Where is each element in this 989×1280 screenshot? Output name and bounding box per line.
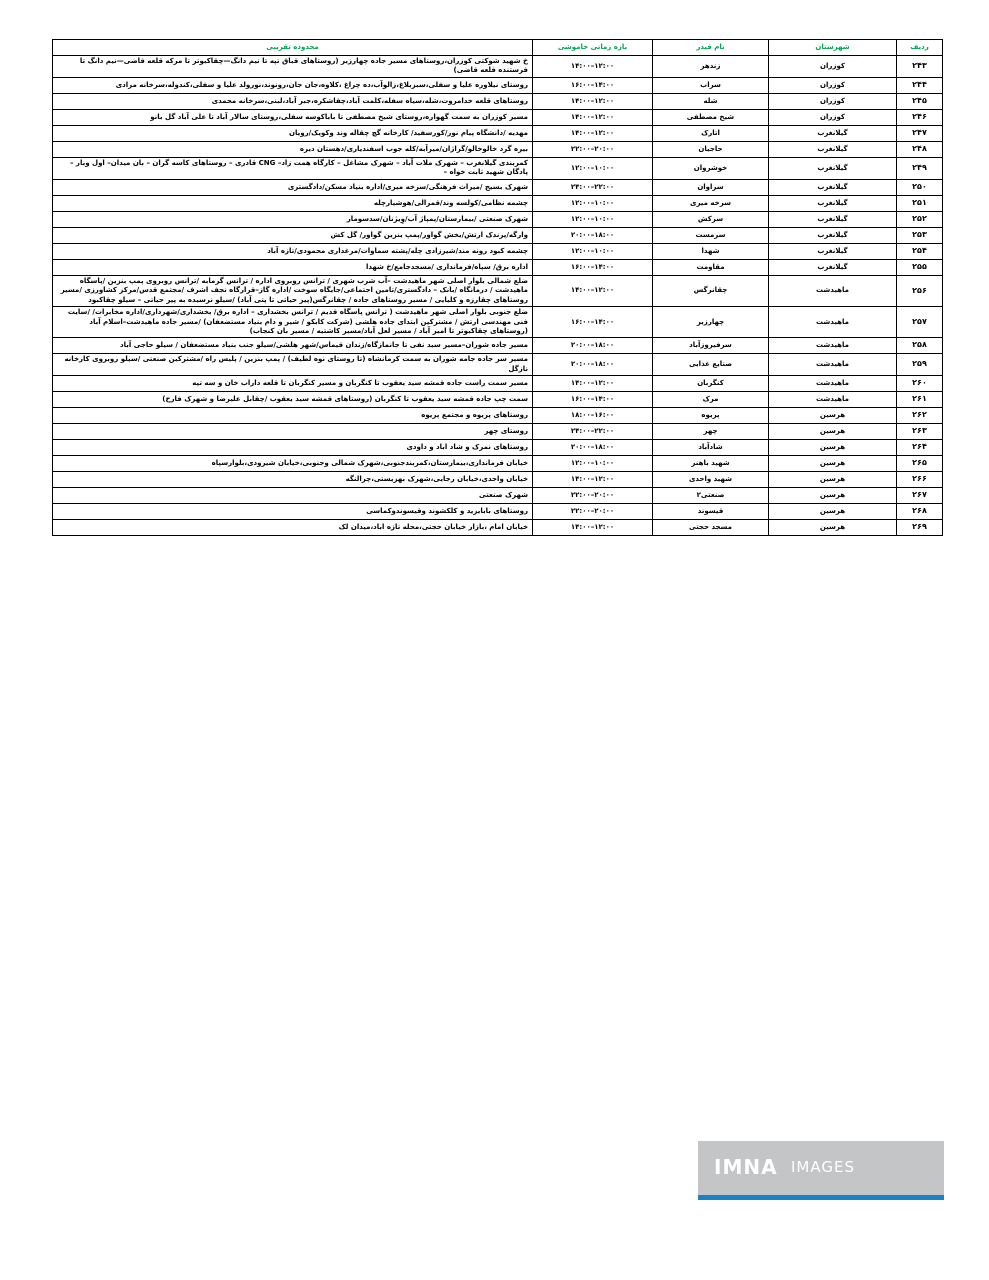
feeder-cell: شهید واحدی	[653, 472, 769, 488]
row-number-cell: ۲۶۰	[897, 376, 943, 392]
time-cell: ۱۴:۰۰–۱۶:۰۰	[533, 259, 653, 275]
row-number-cell: ۲۵۳	[897, 227, 943, 243]
row-number-cell: ۲۴۵	[897, 93, 943, 109]
table-row	[53, 141, 943, 157]
row-number-cell: ۲۶۱	[897, 392, 943, 408]
feeder-cell: شهدا	[653, 243, 769, 259]
row-number-cell: ۲۶۷	[897, 488, 943, 504]
time-cell: ۱۰:۰۰–۱۲:۰۰	[533, 157, 653, 179]
area-cell: روستاهای پریوه و مجتمع پریوه	[53, 408, 533, 424]
feeder-cell: پریوه	[653, 408, 769, 424]
watermark-underline	[698, 1195, 944, 1200]
table-body	[53, 56, 943, 536]
feeder-cell: سرمست	[653, 227, 769, 243]
area-cell: اداره برق/ سپاه/فرمانداری /مسجدجامع/خ شهدا	[53, 259, 533, 275]
county-cell: گیلانغرب	[769, 243, 897, 259]
area-cell: روستای چهر	[53, 424, 533, 440]
time-cell: ۱۲:۰۰–۱۴:۰۰	[533, 93, 653, 109]
table-row	[53, 440, 943, 456]
area-cell: وارگه/پرندک ارتش/بخش گواور/پمپ بنزین گواور/ گل کش	[53, 227, 533, 243]
county-cell: ماهیدشت	[769, 392, 897, 408]
row-number-cell: ۲۵۶	[897, 275, 943, 306]
table-row	[53, 307, 943, 338]
time-cell: ۱۴:۰۰–۱۶:۰۰	[533, 392, 653, 408]
feeder-cell: شهید باهنر	[653, 456, 769, 472]
time-cell: ۱۸:۰۰–۲۰:۰۰	[533, 338, 653, 354]
feeder-cell: چقانرگس	[653, 275, 769, 306]
county-cell: ماهیدشت	[769, 275, 897, 306]
area-cell: مسیر کوزران به سمت گهواره،روستای شیخ مصطفی تا باباکوسه سفلی،روستای سالار آباد تا علی آباد گل بانو	[53, 109, 533, 125]
table-row	[53, 408, 943, 424]
table-row	[53, 520, 943, 536]
time-cell: ۲۲:۰۰–۲۴:۰۰	[533, 424, 653, 440]
row-number-cell: ۲۵۲	[897, 211, 943, 227]
area-cell: روستاهای نمرک و شاد اباد و داودی	[53, 440, 533, 456]
header-area: محدوده تقریبی	[53, 40, 533, 56]
feeder-cell: مقاومت	[653, 259, 769, 275]
area-cell: ضلع جنوبی بلوار اصلی شهر ماهیدشت ( ترانس پاسگاه قدیم / ترانس بخشداری – اداره برق/ بخشداری/شهرداری/اداره مخابرات/ /سایت فنی مهندسی ارتش / مشترکین ابتدای جاده هلشی (شرکت کابکو / شیر و دام بنیاد مستضعفان) /مسیر جاده ماهیدشت–اسلام آباد (روستاهای چقاکبوتر تا امیر آباد / مسیر لعل آباد/مسیر کاشتیه / مسیر بان کنجاب)	[53, 307, 533, 338]
county-cell: گیلانغرب	[769, 259, 897, 275]
area-cell: مهدیه /دانشگاه پیام نور/کورسفید/ کارخانه گچ چقاله وند وکویک/رویان	[53, 125, 533, 141]
row-number-cell: ۲۶۹	[897, 520, 943, 536]
time-cell: ۱۲:۰۰–۱۴:۰۰	[533, 472, 653, 488]
time-cell: ۱۸:۰۰–۲۰:۰۰	[533, 227, 653, 243]
time-cell: ۱۰:۰۰–۱۲:۰۰	[533, 211, 653, 227]
table-row	[53, 77, 943, 93]
feeder-cell: شادآباد	[653, 440, 769, 456]
table-row	[53, 472, 943, 488]
time-cell: ۱۲:۰۰–۱۴:۰۰	[533, 376, 653, 392]
county-cell: هرسین	[769, 504, 897, 520]
time-cell: ۱۲:۰۰–۱۴:۰۰	[533, 56, 653, 78]
table-row	[53, 179, 943, 195]
time-cell: ۱۴:۰۰–۱۶:۰۰	[533, 77, 653, 93]
area-cell: کمربندی گیلانغرب – شهرک ملات آباد – شهرک مشاغل – کارگاه همت زاد– CNG قادری – روستاهای کاسه گران – بان میدان– اول وبار – پادگان شهید ثابت خواه –	[53, 157, 533, 179]
county-cell: هرسین	[769, 408, 897, 424]
row-number-cell: ۲۴۴	[897, 77, 943, 93]
header-time: بازه زمانی خاموشی	[533, 40, 653, 56]
table-row	[53, 488, 943, 504]
area-cell: مسیر سمت راست جاده قمشه سید یعقوب تا کنگربان و مسیر کنگربان تا قلعه داراب خان و سه تپه	[53, 376, 533, 392]
table-row	[53, 109, 943, 125]
table-row	[53, 392, 943, 408]
time-cell: ۱۰:۰۰–۱۲:۰۰	[533, 456, 653, 472]
table-row	[53, 376, 943, 392]
feeder-cell: شیخ مصطفی	[653, 109, 769, 125]
row-number-cell: ۲۶۳	[897, 424, 943, 440]
county-cell: کوزران	[769, 109, 897, 125]
county-cell: ماهیدشت	[769, 307, 897, 338]
feeder-cell: سرفیروزآباد	[653, 338, 769, 354]
feeder-cell: چهارزبر	[653, 307, 769, 338]
table-row	[53, 56, 943, 78]
row-number-cell: ۲۵۷	[897, 307, 943, 338]
table-row	[53, 157, 943, 179]
table-row	[53, 424, 943, 440]
row-number-cell: ۲۶۲	[897, 408, 943, 424]
header-feeder: نام فیدر	[653, 40, 769, 56]
time-cell: ۱۲:۰۰–۱۴:۰۰	[533, 109, 653, 125]
time-cell: ۱۰:۰۰–۱۲:۰۰	[533, 195, 653, 211]
feeder-cell: مرک	[653, 392, 769, 408]
area-cell: روستاهای قلعه خدامروت،شله،سیاه سفله،کلمت آباد،چقاشکره،جبر آباد،لبنی،سرخانه محمدی	[53, 93, 533, 109]
feeder-cell: سراوان	[653, 179, 769, 195]
feeder-cell: سرخه میری	[653, 195, 769, 211]
county-cell: کوزران	[769, 56, 897, 78]
area-cell: خ شهید شوکتی کوزران،روستاهای مسیر جاده چهارزبر (روستاهای قباق تپه تا نیم دانگ—چقاکبوتر تا مرکه قلعه قاضی—نیم دانگ تا فرستنده قلعه قاضی)	[53, 56, 533, 78]
county-cell: هرسین	[769, 456, 897, 472]
feeder-cell: صنایع غذایی	[653, 354, 769, 376]
row-number-cell: ۲۶۵	[897, 456, 943, 472]
county-cell: ماهیدشت	[769, 338, 897, 354]
table-row	[53, 338, 943, 354]
time-cell: ۱۸:۰۰–۲۰:۰۰	[533, 440, 653, 456]
county-cell: گیلانغرب	[769, 157, 897, 179]
row-number-cell: ۲۵۵	[897, 259, 943, 275]
header-county: شهرستان	[769, 40, 897, 56]
feeder-cell: مسجد حجتی	[653, 520, 769, 536]
feeder-cell: شله	[653, 93, 769, 109]
county-cell: هرسین	[769, 520, 897, 536]
row-number-cell: ۲۴۹	[897, 157, 943, 179]
watermark-images-text: IMAGES	[791, 1158, 855, 1176]
blackout-schedule-table	[52, 39, 943, 536]
time-cell: ۱۸:۰۰–۲۰:۰۰	[533, 354, 653, 376]
table-row	[53, 243, 943, 259]
area-cell: خیابان فرمانداری،بیمارستان،کمربندجنوبی،شهرک شمالی وجنوبی،خیابان شیرودی،بلوارسپاه	[53, 456, 533, 472]
time-cell: ۱۴:۰۰–۱۶:۰۰	[533, 307, 653, 338]
row-number-cell: ۲۶۴	[897, 440, 943, 456]
feeder-cell: اتارک	[653, 125, 769, 141]
row-number-cell: ۲۴۷	[897, 125, 943, 141]
table-row	[53, 93, 943, 109]
table-row	[53, 354, 943, 376]
table-row	[53, 227, 943, 243]
feeder-cell: قیسوند	[653, 504, 769, 520]
area-cell: مسیر سر جاده جامه شوران به سمت کرمانشاه (تا روستای نوه لطیف) / پمپ بنزین / پلیس راه /مشترکین صنعتی /سیلو روبروی کارخانه نازگل	[53, 354, 533, 376]
feeder-cell: خوشروان	[653, 157, 769, 179]
table-header-row	[53, 40, 943, 56]
area-cell: چشمه کبود رونه مند/شیرزادی چله/پشته سماوات/مرغداری محمودی/تازه آباد	[53, 243, 533, 259]
county-cell: گیلانغرب	[769, 195, 897, 211]
county-cell: گیلانغرب	[769, 179, 897, 195]
imna-logo: IMNA	[714, 1155, 778, 1179]
county-cell: گیلانغرب	[769, 211, 897, 227]
feeder-cell: سراب	[653, 77, 769, 93]
row-number-cell: ۲۵۰	[897, 179, 943, 195]
time-cell: ۲۰:۰۰–۲۲:۰۰	[533, 504, 653, 520]
feeder-cell: کنگربان	[653, 376, 769, 392]
area-cell: ضلع شمالی بلوار اصلی شهر ماهیدشت –آب شرب شهری / ترانس روبروی اداره / ترانس گرمابه /ترانس روبروی پمپ بنزین /پاسگاه ماهیدشت / درمانگاه /بانک – دادگستری/تامین اجتماعی/جایگاه سوخت /اداره گاز–قرارگاه نجف اشرف /مجتمع قدس/مرکز کشاورزی /مسیر روستاهای چقارزه و کلیایی / مسیر روستاهای جاده / چقانرگس(پیر حیاتی تا پتی آباد) /سیلو نرسیده به پیر حیاتی – سیلو چقاکبود	[53, 275, 533, 306]
county-cell: کوزران	[769, 93, 897, 109]
feeder-cell: زندهر	[653, 56, 769, 78]
feeder-cell: سرکش	[653, 211, 769, 227]
county-cell: هرسین	[769, 472, 897, 488]
time-cell: ۲۰:۰۰–۲۲:۰۰	[533, 488, 653, 504]
time-cell: ۱۲:۰۰–۱۴:۰۰	[533, 275, 653, 306]
area-cell: روستای نیلاوره علیا و سفلی،سبزبلاغ،زالوآب،ده چراغ ،کلاوه،جان جان،رونوند،نورولد علیا و سفلی،کندوله،سرخانه مرادی	[53, 77, 533, 93]
county-cell: ماهیدشت	[769, 376, 897, 392]
area-cell: بیره گرد خالوخالو/گراژان/میرآبه/کله جوب اسفندیاری/دهستان دیره	[53, 141, 533, 157]
row-number-cell: ۲۶۸	[897, 504, 943, 520]
row-number-cell: ۲۴۶	[897, 109, 943, 125]
row-number-cell: ۲۴۸	[897, 141, 943, 157]
county-cell: ماهیدشت	[769, 354, 897, 376]
county-cell: کوزران	[769, 77, 897, 93]
county-cell: هرسین	[769, 488, 897, 504]
county-cell: گیلانغرب	[769, 125, 897, 141]
time-cell: ۲۰:۰۰–۲۲:۰۰	[533, 141, 653, 157]
county-cell: گیلانغرب	[769, 141, 897, 157]
area-cell: سمت چپ جاده قمشه سید یعقوب تا کنگربان (روستاهای قمشه سید یعقوب /چقابل علیرضا و شهرک فارح)	[53, 392, 533, 408]
county-cell: هرسین	[769, 424, 897, 440]
feeder-cell: حاجیان	[653, 141, 769, 157]
area-cell: مسیر جاده شوران–مسیر سید نفی تا جانمازگاه/زندان قیماس/شهر هلشی/سیلو جنب بنیاد مستضعفان / سیلو حاجی آباد	[53, 338, 533, 354]
area-cell: خیابان امام ،بازار خیابان حجتی،محله تازه اباد،میدان لک	[53, 520, 533, 536]
imna-images-watermark	[698, 1141, 944, 1200]
row-number-cell: ۲۶۶	[897, 472, 943, 488]
area-cell: چشمه نظامی/کولسه وند/قمرالی/هوشیارچله	[53, 195, 533, 211]
table-row	[53, 195, 943, 211]
table-row	[53, 275, 943, 306]
area-cell: روستاهای بابایزید و کلکشوند وقیسوندوکماسی	[53, 504, 533, 520]
feeder-cell: چهر	[653, 424, 769, 440]
area-cell: شهرک بسیج /میراث فرهنگی/سرخه میری/اداره بنیاد مسکن/دادگستری	[53, 179, 533, 195]
table-row	[53, 259, 943, 275]
header-row-number: ردیف	[897, 40, 943, 56]
area-cell: شهرک صنعتی	[53, 488, 533, 504]
time-cell: ۲۲:۰۰–۲۴:۰۰	[533, 179, 653, 195]
time-cell: ۱۰:۰۰–۱۲:۰۰	[533, 243, 653, 259]
row-number-cell: ۲۵۱	[897, 195, 943, 211]
county-cell: گیلانغرب	[769, 227, 897, 243]
row-number-cell: ۲۵۸	[897, 338, 943, 354]
time-cell: ۱۶:۰۰–۱۸:۰۰	[533, 408, 653, 424]
row-number-cell: ۲۵۴	[897, 243, 943, 259]
row-number-cell: ۲۴۳	[897, 56, 943, 78]
feeder-cell: صنعتی۲	[653, 488, 769, 504]
table-row	[53, 456, 943, 472]
area-cell: شهرک صنعتی /بیمارستان/پمپاژ آب/وِیژنان/سدسومار	[53, 211, 533, 227]
table-row	[53, 504, 943, 520]
time-cell: ۱۲:۰۰–۱۴:۰۰	[533, 125, 653, 141]
table-row	[53, 211, 943, 227]
county-cell: هرسین	[769, 440, 897, 456]
time-cell: ۱۲:۰۰–۱۴:۰۰	[533, 520, 653, 536]
table-row	[53, 125, 943, 141]
row-number-cell: ۲۵۹	[897, 354, 943, 376]
area-cell: خیابان واحدی،خیابان رجایی،شهرک بهزیستی،چرالنگه	[53, 472, 533, 488]
